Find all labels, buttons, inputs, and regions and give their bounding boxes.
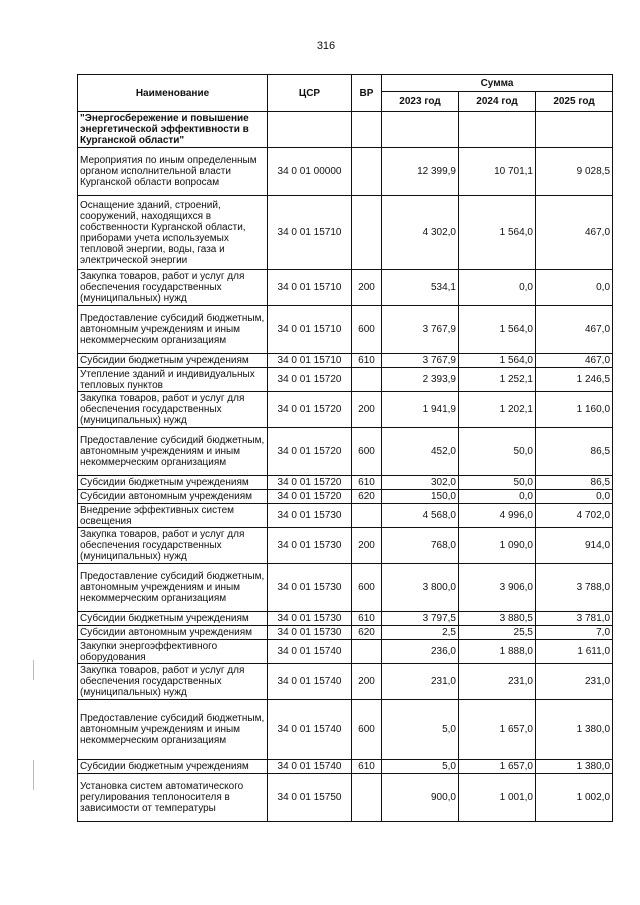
row-vr: 620: [352, 490, 382, 504]
row-amount-2025: 0,0: [536, 270, 613, 306]
row-name: Предоставление субсидий бюджетным, автономным учреждениям и иным некоммерческим организациям: [78, 564, 268, 612]
table-row: [78, 392, 613, 428]
row-name: Мероприятия по иным определенным органом исполнительной власти Курганской области вопросам: [78, 148, 268, 196]
row-amount-2023: 12 399,9: [382, 148, 459, 196]
row-amount-2024: 1 252,1: [459, 368, 536, 392]
row-amount-2023: 302,0: [382, 476, 459, 490]
row-amount-2024: 0,0: [459, 490, 536, 504]
row-amount-2025: 9 028,5: [536, 148, 613, 196]
row-amount-2025: 3 788,0: [536, 564, 613, 612]
header-sum: Сумма: [382, 75, 613, 92]
row-csr: 34 0 01 15710: [268, 354, 352, 368]
row-csr: 34 0 01 15730: [268, 612, 352, 626]
row-amount-2023: 3 800,0: [382, 564, 459, 612]
row-name: "Энергосбережение и повышение энергетической эффективности в Курганской области": [78, 112, 268, 148]
row-vr: 600: [352, 428, 382, 476]
row-amount-2023: 2,5: [382, 626, 459, 640]
row-name: Субсидии бюджетным учреждениям: [78, 476, 268, 490]
row-amount-2025: 231,0: [536, 664, 613, 700]
row-amount-2023: 150,0: [382, 490, 459, 504]
table-row: [78, 354, 613, 368]
table-row: [78, 760, 613, 774]
row-csr: 34 0 01 15740: [268, 640, 352, 664]
row-csr: 34 0 01 15730: [268, 504, 352, 528]
row-amount-2025: 1 160,0: [536, 392, 613, 428]
table-row: [78, 504, 613, 528]
row-amount-2024: 1 564,0: [459, 196, 536, 270]
table-row: [78, 368, 613, 392]
row-vr: 200: [352, 270, 382, 306]
row-amount-2024: 3 880,5: [459, 612, 536, 626]
row-vr: 600: [352, 700, 382, 760]
row-csr: 34 0 01 15730: [268, 564, 352, 612]
table-header: [78, 75, 613, 112]
row-csr: 34 0 01 15750: [268, 774, 352, 822]
row-amount-2023: 534,1: [382, 270, 459, 306]
row-amount-2024: 50,0: [459, 428, 536, 476]
row-csr: 34 0 01 15720: [268, 392, 352, 428]
row-amount-2023: 231,0: [382, 664, 459, 700]
row-amount-2025: 7,0: [536, 626, 613, 640]
row-amount-2025: 1 246,5: [536, 368, 613, 392]
row-vr: 600: [352, 564, 382, 612]
row-vr: [352, 196, 382, 270]
table-row: [78, 148, 613, 196]
row-csr: 34 0 01 15720: [268, 368, 352, 392]
row-name: Закупка товаров, работ и услуг для обеспечения государственных (муниципальных) нужд: [78, 270, 268, 306]
table-row: [78, 528, 613, 564]
row-vr: 200: [352, 664, 382, 700]
row-vr: [352, 368, 382, 392]
row-csr: 34 0 01 15710: [268, 270, 352, 306]
row-vr: [352, 504, 382, 528]
row-amount-2023: 452,0: [382, 428, 459, 476]
row-vr: 600: [352, 306, 382, 354]
row-amount-2024: 1 090,0: [459, 528, 536, 564]
row-amount-2025: 467,0: [536, 306, 613, 354]
row-amount-2024: 1 564,0: [459, 306, 536, 354]
row-name: Утепление зданий и индивидуальных тепловых пунктов: [78, 368, 268, 392]
table-row: [78, 112, 613, 148]
row-amount-2024: 1 564,0: [459, 354, 536, 368]
row-amount-2025: 0,0: [536, 490, 613, 504]
row-amount-2025: 86,5: [536, 428, 613, 476]
row-vr: [352, 774, 382, 822]
row-name: Предоставление субсидий бюджетным, автономным учреждениям и иным некоммерческим организациям: [78, 428, 268, 476]
row-amount-2024: 1 888,0: [459, 640, 536, 664]
table-row: [78, 564, 613, 612]
header-csr: ЦСР: [268, 75, 352, 112]
row-csr: 34 0 01 15740: [268, 700, 352, 760]
row-amount-2023: 768,0: [382, 528, 459, 564]
table-row: [78, 640, 613, 664]
row-amount-2025: 3 781,0: [536, 612, 613, 626]
row-amount-2023: 2 393,9: [382, 368, 459, 392]
row-amount-2023: [382, 112, 459, 148]
header-vr: ВР: [352, 75, 382, 112]
row-vr: 610: [352, 476, 382, 490]
row-vr: 200: [352, 528, 382, 564]
row-name: Установка систем автоматического регулирования теплоносителя в зависимости от температуры: [78, 774, 268, 822]
row-amount-2024: 3 906,0: [459, 564, 536, 612]
scan-margin-mark: [33, 760, 34, 790]
row-amount-2025: 1 380,0: [536, 760, 613, 774]
row-csr: 34 0 01 15720: [268, 490, 352, 504]
row-amount-2024: 25,5: [459, 626, 536, 640]
table-body: [78, 112, 613, 822]
row-amount-2024: 1 001,0: [459, 774, 536, 822]
row-name: Субсидии автономным учреждениям: [78, 626, 268, 640]
row-amount-2024: 50,0: [459, 476, 536, 490]
table-row: [78, 700, 613, 760]
scan-margin-mark: [33, 660, 34, 680]
row-amount-2024: 10 701,1: [459, 148, 536, 196]
row-vr: 610: [352, 760, 382, 774]
table-row: [78, 428, 613, 476]
row-amount-2025: 86,5: [536, 476, 613, 490]
row-csr: 34 0 01 15710: [268, 196, 352, 270]
row-name: Субсидии бюджетным учреждениям: [78, 612, 268, 626]
row-csr: 34 0 01 15730: [268, 528, 352, 564]
row-name: Предоставление субсидий бюджетным, автономным учреждениям и иным некоммерческим организациям: [78, 306, 268, 354]
row-csr: 34 0 01 15710: [268, 306, 352, 354]
header-name: Наименование: [78, 75, 268, 112]
row-amount-2023: 5,0: [382, 760, 459, 774]
row-amount-2025: 4 702,0: [536, 504, 613, 528]
row-name: Субсидии бюджетным учреждениям: [78, 354, 268, 368]
row-vr: 200: [352, 392, 382, 428]
row-name: Закупки энергоэффективного оборудования: [78, 640, 268, 664]
row-vr: [352, 148, 382, 196]
row-amount-2025: 1 380,0: [536, 700, 613, 760]
row-amount-2023: 3 797,5: [382, 612, 459, 626]
row-csr: 34 0 01 15740: [268, 664, 352, 700]
header-year-2023: 2023 год: [382, 92, 459, 112]
row-csr: 34 0 01 15730: [268, 626, 352, 640]
row-amount-2025: [536, 112, 613, 148]
row-amount-2025: 467,0: [536, 354, 613, 368]
row-amount-2024: 4 996,0: [459, 504, 536, 528]
row-name: Субсидии автономным учреждениям: [78, 490, 268, 504]
row-amount-2023: 3 767,9: [382, 354, 459, 368]
row-amount-2025: 914,0: [536, 528, 613, 564]
table-row: [78, 196, 613, 270]
row-csr: 34 0 01 15720: [268, 428, 352, 476]
row-csr: 34 0 01 15740: [268, 760, 352, 774]
header-year-2025: 2025 год: [536, 92, 613, 112]
row-name: Оснащение зданий, строений, сооружений, находящихся в собственности Курганской области, приборами учета используемых тепловой энергии, воды, газа и электрической энергии: [78, 196, 268, 270]
row-vr: 610: [352, 612, 382, 626]
table-row: [78, 612, 613, 626]
row-name: Внедрение эффективных систем освещения: [78, 504, 268, 528]
row-amount-2024: [459, 112, 536, 148]
row-amount-2024: 1 657,0: [459, 760, 536, 774]
row-amount-2023: 4 568,0: [382, 504, 459, 528]
budget-table: [77, 74, 613, 822]
row-name: Закупка товаров, работ и услуг для обеспечения государственных (муниципальных) нужд: [78, 392, 268, 428]
row-amount-2023: 5,0: [382, 700, 459, 760]
row-name: Предоставление субсидий бюджетным, автономным учреждениям и иным некоммерческим организациям: [78, 700, 268, 760]
row-name: Субсидии бюджетным учреждениям: [78, 760, 268, 774]
table-row: [78, 490, 613, 504]
table-row: [78, 476, 613, 490]
table-row: [78, 270, 613, 306]
header-year-2024: 2024 год: [459, 92, 536, 112]
row-amount-2023: 900,0: [382, 774, 459, 822]
row-amount-2024: 1 202,1: [459, 392, 536, 428]
row-vr: [352, 640, 382, 664]
row-vr: 610: [352, 354, 382, 368]
row-amount-2023: 3 767,9: [382, 306, 459, 354]
row-name: Закупка товаров, работ и услуг для обеспечения государственных (муниципальных) нужд: [78, 664, 268, 700]
row-amount-2025: 1 002,0: [536, 774, 613, 822]
row-amount-2024: 231,0: [459, 664, 536, 700]
row-amount-2025: 1 611,0: [536, 640, 613, 664]
row-csr: [268, 112, 352, 148]
row-csr: 34 0 01 15720: [268, 476, 352, 490]
table-row: [78, 774, 613, 822]
table-row: [78, 664, 613, 700]
row-name: Закупка товаров, работ и услуг для обеспечения государственных (муниципальных) нужд: [78, 528, 268, 564]
row-amount-2024: 0,0: [459, 270, 536, 306]
row-amount-2025: 467,0: [536, 196, 613, 270]
row-vr: 620: [352, 626, 382, 640]
table-row: [78, 626, 613, 640]
row-amount-2023: 236,0: [382, 640, 459, 664]
table-row: [78, 306, 613, 354]
row-csr: 34 0 01 00000: [268, 148, 352, 196]
row-vr: [352, 112, 382, 148]
row-amount-2024: 1 657,0: [459, 700, 536, 760]
page-number: 316: [316, 40, 336, 52]
row-amount-2023: 4 302,0: [382, 196, 459, 270]
row-amount-2023: 1 941,9: [382, 392, 459, 428]
